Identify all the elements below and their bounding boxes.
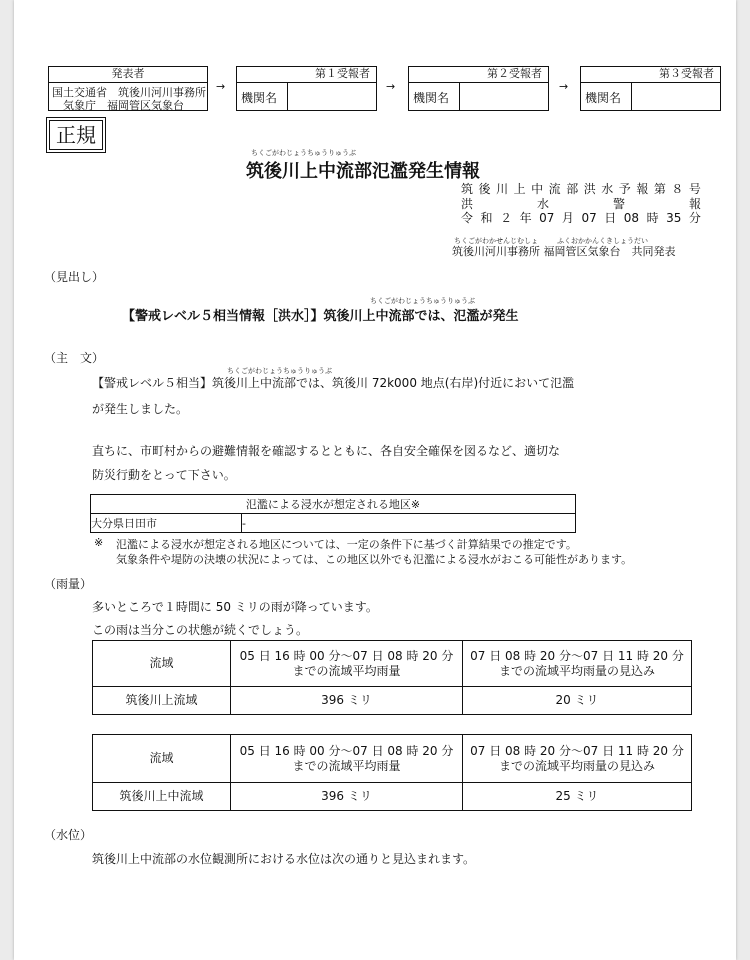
receiver-3-header: 第３受報者	[581, 67, 720, 83]
official-stamp-label: 正規	[49, 120, 103, 150]
inundation-area-header: 氾濫による浸水が想定される地区※	[91, 495, 576, 514]
rain-table-forecast-value: 25 ミリ	[463, 783, 692, 811]
inundation-area-table	[90, 494, 576, 533]
main-text-level: 【警戒レベル５相当】	[92, 376, 213, 390]
headline-ruby: ちくごがわじょうちゅうりゅうぶ	[370, 297, 475, 305]
rain-table-observed-value: 396 ミリ	[231, 687, 463, 715]
issuer-line-1: 国土交通省 筑後川河川事務所	[52, 86, 206, 99]
document-title: 筑後川上中流部氾濫発生情報	[246, 161, 480, 182]
receiver-3-box	[580, 66, 721, 111]
note-line-2: 気象条件や堤防の決壊の状況によっては、この地区以外でも氾濫による浸水がおこる可能性があります。	[116, 553, 633, 566]
water-section-label: （水位）	[44, 828, 93, 842]
rain-table-basin-header: 流域	[93, 641, 231, 687]
rain-text-line-1: 多いところで１時間に 50 ミリの雨が降っています。	[92, 600, 378, 614]
arrow-3: →	[559, 80, 569, 93]
rain-table-forecast-value: 20 ミリ	[463, 687, 692, 715]
arrow-1: →	[216, 80, 226, 93]
receiver-2-org-label: 機関名	[413, 91, 450, 105]
rain-table-forecast-header: 07 日 08 時 20 分～07 日 11 時 20 分 までの流域平均雨量の見込み	[463, 735, 692, 783]
title-ruby: ちくごがわじょうちゅうりゅうぶ	[251, 149, 356, 157]
headline-level: 【警戒レベル５相当情報［洪水］】	[122, 309, 324, 324]
note-mark: ※	[94, 536, 104, 549]
receiver-2-divider	[459, 82, 460, 110]
main-text-line-4: 防災行動をとって下さい。	[92, 468, 236, 482]
inundation-area-prefecture: 大分県日田市	[91, 514, 242, 533]
rain-text-line-2: この雨は当分この状態が続くでしょう。	[92, 623, 309, 637]
rain-table-observed-value: 396 ミリ	[231, 783, 463, 811]
inundation-area-district: -	[242, 514, 576, 533]
main-text-line-2: が発生しました。	[92, 402, 189, 416]
main-text-line-1	[92, 374, 574, 391]
water-text: 筑後川上中流部の水位観測所における水位は次の通りと見込まれます。	[92, 852, 476, 866]
headline	[122, 305, 519, 324]
main-text-body: 筑後川上中流部では、筑後川 72k000 地点(右岸)付近において氾濫	[212, 376, 575, 390]
forecast-number: 筑 後 川 上 中 流 部 洪 水 予 報 第 ８ 号	[461, 182, 701, 196]
arrow-2: →	[386, 80, 396, 93]
receiver-1-box	[236, 66, 377, 111]
rain-table-basin-name: 筑後川上中流域	[93, 783, 231, 811]
rain-table-forecast-header: 07 日 08 時 20 分～07 日 11 時 20 分 までの流域平均雨量の見込み	[463, 641, 692, 687]
receiver-2-box	[408, 66, 549, 111]
main-text-ruby: ちくごがわじょうちゅうりゅうぶ	[227, 367, 332, 375]
receiver-1-org-label: 機関名	[241, 91, 278, 105]
rain-table-basin-name: 筑後川上流域	[93, 687, 231, 715]
receiver-3-divider	[631, 82, 632, 110]
main-text-line-3: 直ちに、市町村からの避難情報を確認するとともに、各自安全確保を図るなど、適切な	[92, 444, 561, 458]
receiver-1-header: 第１受報者	[237, 67, 376, 83]
headline-section-label: （見出し）	[44, 270, 105, 284]
joint-issuer: 筑後川河川事務所 福岡管区気象台 共同発表	[452, 245, 676, 258]
issuer-line-2: 気象庁 福岡管区気象台	[63, 99, 184, 112]
receiver-2-header: 第２受報者	[409, 67, 548, 83]
rain-section-label: （雨量）	[44, 577, 93, 591]
official-stamp	[46, 117, 106, 153]
rain-table-basin-header: 流域	[93, 735, 231, 783]
rain-table-upper-middle-basin	[92, 734, 692, 811]
issuer-header: 発表者	[49, 67, 207, 83]
headline-text: 筑後川上中流部では、氾濫が発生	[323, 309, 519, 324]
agency-ruby-1: ちくごがわかせんじむしょ	[454, 237, 538, 245]
receiver-1-divider	[287, 82, 288, 110]
rain-table-observed-header: 05 日 16 時 00 分～07 日 08 時 20 分 までの流域平均雨量	[231, 641, 463, 687]
agency-ruby-2: ふくおかかんくきしょうだい	[557, 237, 648, 245]
document-page	[14, 0, 736, 960]
rain-table-upper-basin	[92, 640, 692, 715]
note-line-1: 氾濫による浸水が想定される地区については、一定の条件下に基づく計算結果での推定です。	[116, 538, 577, 551]
issuer-box	[48, 66, 208, 111]
receiver-3-org-label: 機関名	[585, 91, 622, 105]
warning-type: 洪 水 警 報	[461, 197, 701, 211]
main-section-label: （主 文）	[44, 351, 105, 365]
rain-table-observed-header: 05 日 16 時 00 分～07 日 08 時 20 分 までの流域平均雨量	[231, 735, 463, 783]
issue-datetime: 令 和 ２ 年 07 月 07 日 08 時 35 分	[461, 211, 701, 225]
